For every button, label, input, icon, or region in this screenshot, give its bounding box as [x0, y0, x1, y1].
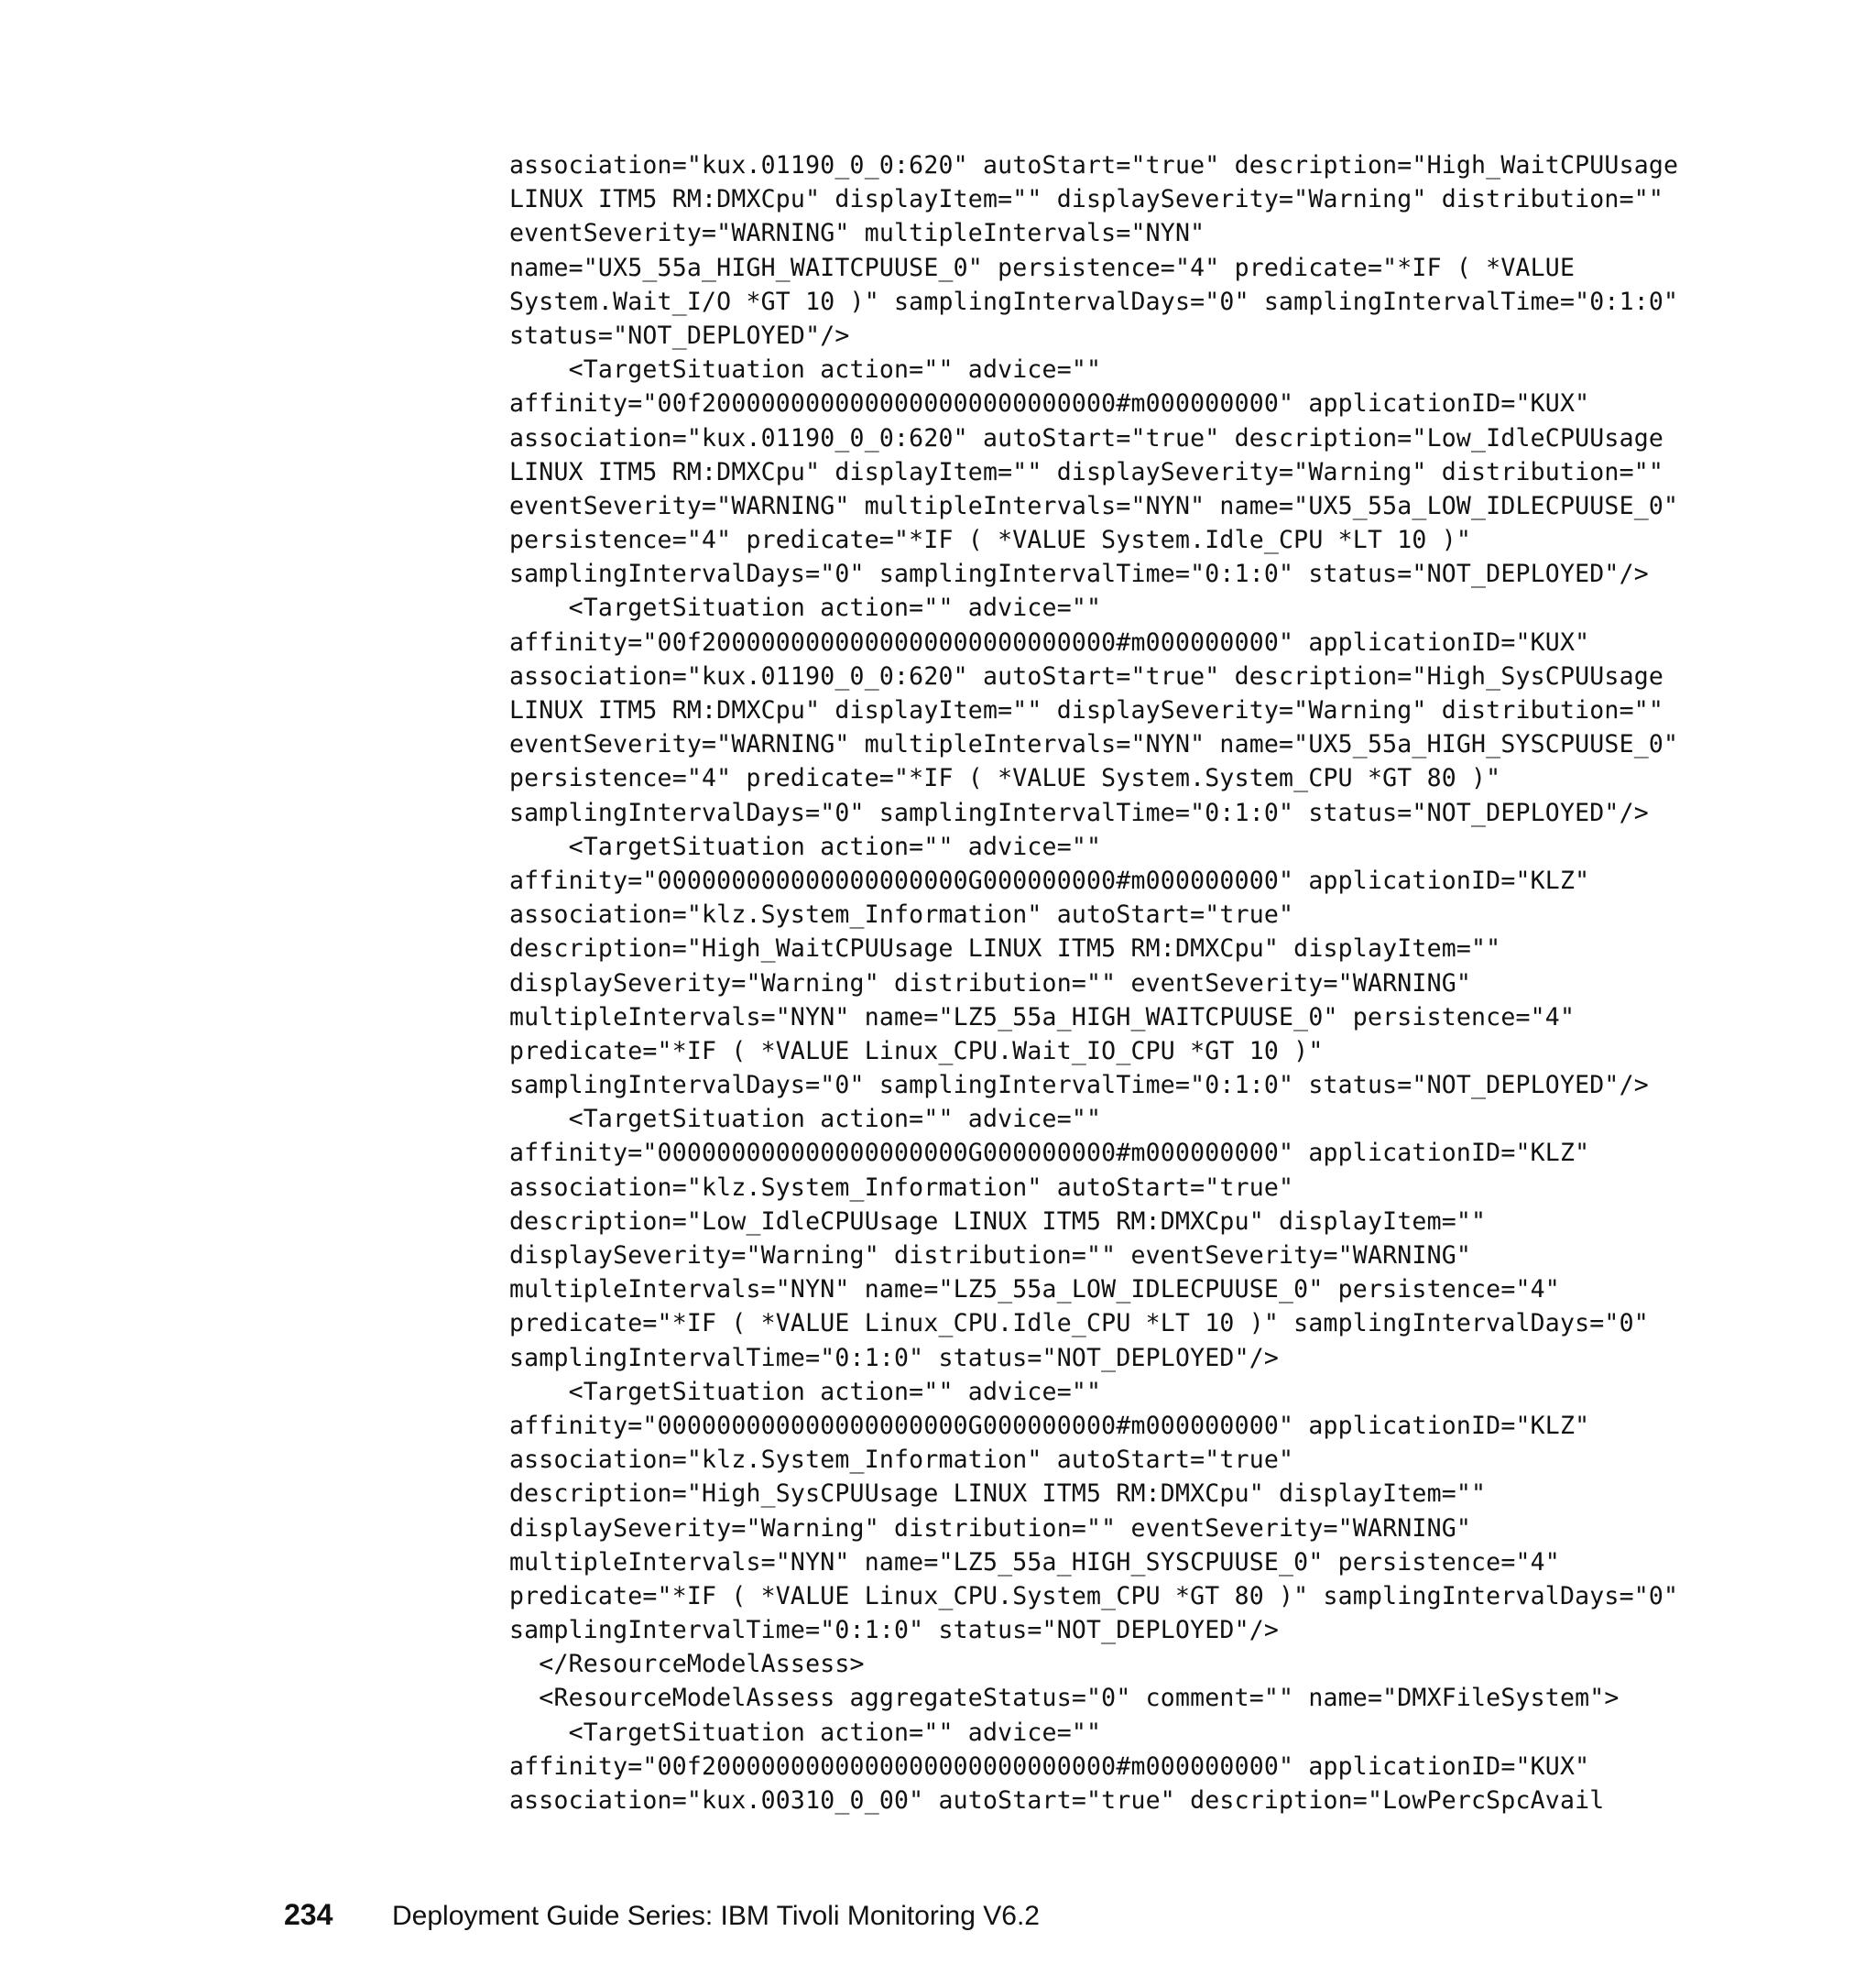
- code-line: <ResourceModelAssess aggregateStatus="0" comment="" name="DMXFileSystem">: [509, 1684, 1620, 1713]
- code-line: samplingIntervalDays="0" samplingIntervalTime="0:1:0" status="NOT_DEPLOYED"/>: [509, 798, 1649, 827]
- code-line: predicate="*IF ( *VALUE Linux_CPU.Idle_CPU *LT 10 )" samplingIntervalDays="0": [509, 1309, 1649, 1338]
- code-line: displaySeverity="Warning" distribution="" eventSeverity="WARNING": [509, 968, 1472, 998]
- code-line: affinity="00f2000000000000000000000000000#m000000000" applicationID="KUX": [509, 1751, 1590, 1781]
- code-line: samplingIntervalTime="0:1:0" status="NOT_DEPLOYED"/>: [509, 1616, 1280, 1645]
- code-line: samplingIntervalDays="0" samplingIntervalTime="0:1:0" status="NOT_DEPLOYED"/>: [509, 1071, 1649, 1100]
- code-line: displaySeverity="Warning" distribution="" eventSeverity="WARNING": [509, 1241, 1472, 1270]
- code-line: System.Wait_I/O *GT 10 )" samplingIntervalDays="0" samplingIntervalTime="0:1:0": [509, 287, 1679, 316]
- code-line: affinity="00f2000000000000000000000000000#m000000000" applicationID="KUX": [509, 389, 1590, 419]
- code-line: association="klz.System_Information" autoStart="true": [509, 1173, 1294, 1202]
- code-line: association="klz.System_Information" autoStart="true": [509, 900, 1294, 930]
- code-line: eventSeverity="WARNING" multipleIntervals="NYN" name="UX5_55a_LOW_IDLECPUUSE_0": [509, 491, 1679, 520]
- code-line: multipleIntervals="NYN" name="LZ5_55a_LOW_IDLECPUUSE_0" persistence="4": [509, 1275, 1560, 1304]
- code-line: persistence="4" predicate="*IF ( *VALUE System.Idle_CPU *LT 10 )": [509, 526, 1472, 555]
- code-line: predicate="*IF ( *VALUE Linux_CPU.Wait_IO_CPU *GT 10 )": [509, 1036, 1324, 1065]
- code-line: LINUX ITM5 RM:DMXCpu" displayItem="" displaySeverity="Warning" distribution="": [509, 457, 1664, 486]
- page-number: 234: [284, 1898, 333, 1931]
- page-footer: [284, 1898, 1040, 1935]
- code-line: LINUX ITM5 RM:DMXCpu" displayItem="" displaySeverity="Warning" distribution="": [509, 185, 1664, 214]
- code-line: multipleIntervals="NYN" name="LZ5_55a_HIGH_SYSCPUUSE_0" persistence="4": [509, 1547, 1560, 1577]
- code-line: LINUX ITM5 RM:DMXCpu" displayItem="" displaySeverity="Warning" distribution="": [509, 696, 1664, 725]
- code-line: eventSeverity="WARNING" multipleIntervals="NYN": [509, 219, 1205, 248]
- code-line: association="kux.01190_0_0:620" autoStart="true" description="Low_IdleCPUUsage: [509, 423, 1664, 453]
- code-line: affinity="00f2000000000000000000000000000#m000000000" applicationID="KUX": [509, 627, 1590, 657]
- code-line: <TargetSituation action="" advice="": [509, 1718, 1102, 1747]
- code-line: <TargetSituation action="" advice="": [509, 1105, 1102, 1134]
- code-line: <TargetSituation action="" advice="": [509, 832, 1102, 861]
- code-line: </ResourceModelAssess>: [509, 1650, 865, 1679]
- code-line: <TargetSituation action="" advice="": [509, 1377, 1102, 1406]
- code-line: <TargetSituation action="" advice="": [509, 355, 1102, 385]
- code-listing: [509, 148, 1678, 1817]
- code-line: association="kux.01190_0_0:620" autoStart="true" description="High_SysCPUUsage: [509, 661, 1664, 691]
- code-line: samplingIntervalDays="0" samplingIntervalTime="0:1:0" status="NOT_DEPLOYED"/>: [509, 560, 1649, 589]
- code-line: predicate="*IF ( *VALUE Linux_CPU.System_CPU *GT 80 )" samplingIntervalDays="0": [509, 1581, 1679, 1610]
- code-line: name="UX5_55a_HIGH_WAITCPUUSE_0" persistence="4" predicate="*IF ( *VALUE: [509, 253, 1576, 282]
- code-line: samplingIntervalTime="0:1:0" status="NOT_DEPLOYED"/>: [509, 1343, 1280, 1372]
- code-line: affinity="000000000000000000000G000000000#m000000000" applicationID="KLZ": [509, 1411, 1590, 1440]
- code-line: multipleIntervals="NYN" name="LZ5_55a_HIGH_WAITCPUUSE_0" persistence="4": [509, 1002, 1576, 1031]
- code-line: association="klz.System_Information" autoStart="true": [509, 1446, 1294, 1475]
- code-line: affinity="000000000000000000000G000000000#m000000000" applicationID="KLZ": [509, 866, 1590, 895]
- code-line: association="kux.00310_0_00" autoStart="true" description="LowPercSpcAvail: [509, 1786, 1605, 1815]
- code-line: association="kux.01190_0_0:620" autoStart="true" description="High_WaitCPUUsage: [509, 151, 1679, 180]
- code-line: description="Low_IdleCPUUsage LINUX ITM5 RM:DMXCpu" displayItem="": [509, 1206, 1487, 1236]
- code-line: eventSeverity="WARNING" multipleIntervals="NYN" name="UX5_55a_HIGH_SYSCPUUSE_0": [509, 730, 1679, 759]
- code-line: displaySeverity="Warning" distribution="" eventSeverity="WARNING": [509, 1513, 1472, 1543]
- book-title: Deployment Guide Series: IBM Tivoli Monitoring V6.2: [392, 1901, 1040, 1931]
- code-line: description="High_WaitCPUUsage LINUX ITM5 RM:DMXCpu" displayItem="": [509, 934, 1501, 964]
- code-line: <TargetSituation action="" advice="": [509, 594, 1102, 623]
- code-line: description="High_SysCPUUsage LINUX ITM5 RM:DMXCpu" displayItem="": [509, 1479, 1487, 1509]
- code-line: status="NOT_DEPLOYED"/>: [509, 321, 850, 350]
- code-line: affinity="000000000000000000000G000000000#m000000000" applicationID="KLZ": [509, 1139, 1590, 1168]
- code-line: persistence="4" predicate="*IF ( *VALUE System.System_CPU *GT 80 )": [509, 764, 1501, 793]
